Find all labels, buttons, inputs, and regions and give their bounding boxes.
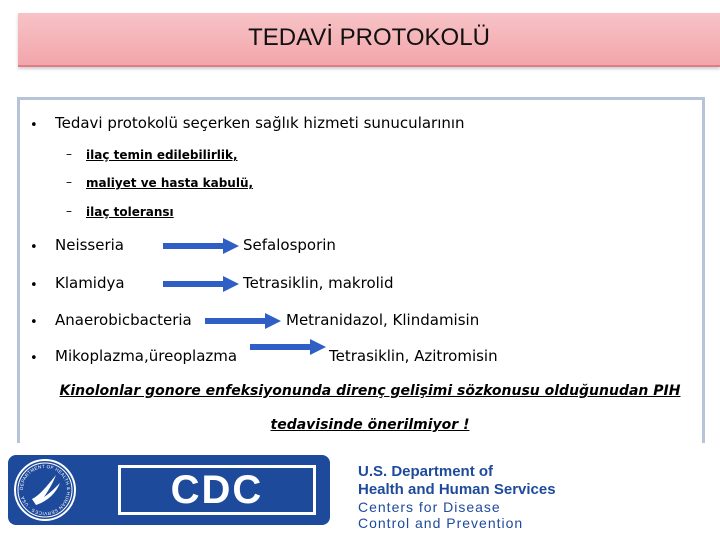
dept-line-2: Health and Human Services: [358, 481, 556, 498]
pathogen-klamidya: Klamidya: [55, 274, 125, 292]
treatment-neisseria: Sefalosporin: [243, 236, 336, 254]
sub-item-cost: maliyet ve hasta kabulü,: [86, 176, 254, 190]
seal-text: DEPARTMENT OF HEALTH & HUMAN SERVICES · USA: [18, 463, 72, 517]
sub-item-dash: –: [66, 204, 72, 218]
bullet-neisseria: •: [30, 240, 38, 255]
pathogen-anaerobic: Anaerobicbacteria: [55, 311, 192, 329]
note-line-2: tedavisinde önerilmiyor !: [270, 417, 470, 433]
treatment-klamidya: Tetrasiklin, makrolid: [243, 274, 394, 292]
bullet-intro: •: [30, 118, 38, 133]
treatment-mikoplazma: Tetrasiklin, Azitromisin: [329, 347, 498, 365]
hhs-cdc-logo-panel: [8, 455, 330, 525]
bullet-klamidya: •: [30, 278, 38, 293]
centers-line-2: Control and Prevention: [358, 515, 524, 531]
centers-line-1: Centers for Disease: [358, 499, 501, 515]
sub-item-availability: ilaç temin edilebilirlik,: [86, 148, 238, 162]
sub-item-dash: –: [66, 175, 72, 189]
sub-item-dash: –: [66, 147, 72, 161]
arrow-right-icon: [205, 313, 281, 329]
treatment-anaerobic: Metranidazol, Klindamisin: [286, 311, 480, 329]
dept-line-1: U.S. Department of: [358, 463, 494, 480]
arrow-right-icon: [163, 238, 239, 254]
cdc-logo: CDC: [118, 465, 316, 515]
pathogen-neisseria: Neisseria: [55, 236, 125, 254]
arrow-right-icon: [250, 339, 326, 355]
footer-logos: [0, 445, 720, 540]
sub-item-tolerance: ilaç toleransı: [86, 205, 174, 219]
slide-title: TEDAVİ PROTOKOLÜ: [248, 24, 490, 51]
pathogen-mikoplazma: Mikoplazma,üreoplazma: [55, 347, 238, 365]
intro-text: Tedavi protokolü seçerken sağlık hizmeti sunucularının: [55, 114, 465, 132]
hhs-seal-icon: [14, 459, 76, 521]
bullet-mikoplazma: •: [30, 351, 38, 366]
title-bar: [18, 13, 720, 67]
bullet-anaerobic: •: [30, 315, 38, 330]
arrow-right-icon: [163, 276, 239, 292]
note-line-1: Kinolonlar gonore enfeksiyonunda direnç gelişimi sözkonusu olduğunudan PIH: [59, 383, 681, 399]
